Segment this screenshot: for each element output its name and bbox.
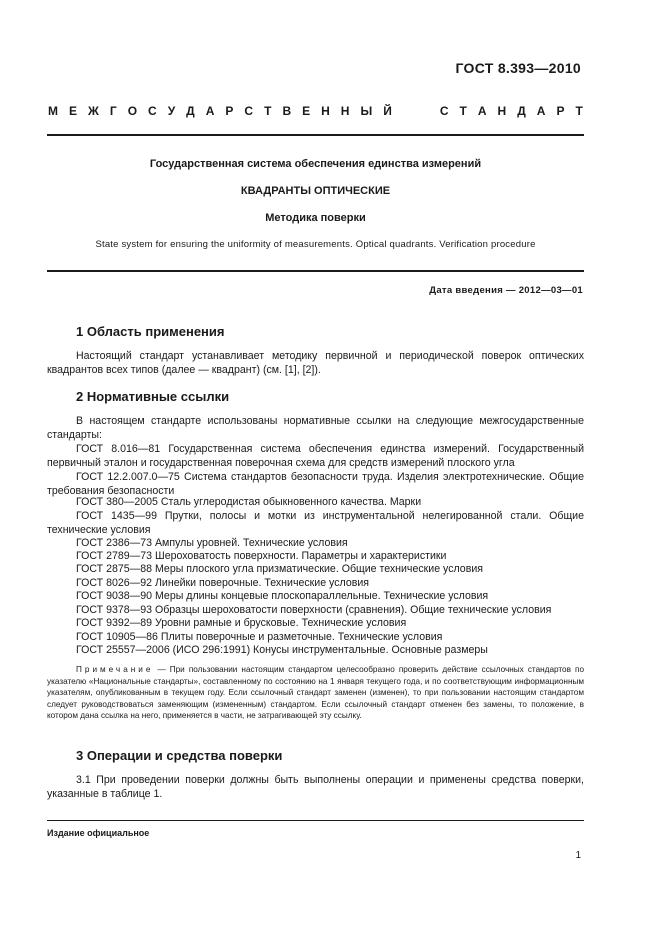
banner-letter: Д xyxy=(517,104,526,118)
reference-text: ГОСТ 12.2.007.0—75 Система стандартов безопасности труда. Изделия электротехнические. Общие требования безопасности xyxy=(47,471,584,498)
section-2-intro-text: В настоящем стандарте использованы нормативные ссылки на следующие межгосударственные стандарты: xyxy=(47,415,584,442)
reference-text: ГОСТ 2875—88 Меры плоского угла призматические. Общие технические условия xyxy=(76,563,483,575)
banner-letter: Е xyxy=(69,104,78,118)
banner-letter: Т xyxy=(264,104,272,118)
reference-text: ГОСТ 9038—90 Меры длины концевые плоскопараллельные. Технические условия xyxy=(76,590,489,602)
banner-letter: О xyxy=(127,104,138,118)
english-title: State system for ensuring the uniformity of measurements. Optical quadrants. Verification procedure xyxy=(95,239,536,250)
note-label: Примечание xyxy=(76,665,154,674)
section-3-text: 3.1 При проведении поверки должны быть выполнены операции и применены средства поверки, указанные в таблице 1. xyxy=(47,774,584,801)
banner-letter: Д xyxy=(186,104,195,118)
reference-text: ГОСТ 8.016—81 Государственная система обеспечения единства измерений. Государственный первичный эталон и государственная поверочная схема для средств измерений плоского угла xyxy=(47,443,584,470)
banner-letter: Н xyxy=(321,104,330,118)
banner-word-gap xyxy=(403,104,429,118)
section-1-text: Настоящий стандарт устанавливает методику первичной и периодической поверок оптических квадрантов всех типов (далее — квадрант) (см. [1], [2]). xyxy=(47,350,584,377)
document-number: ГОСТ 8.393—2010 xyxy=(455,60,581,76)
reference-item xyxy=(47,643,584,657)
banner-letter: Р xyxy=(556,104,565,118)
reference-item xyxy=(47,495,584,509)
banner-letter: Н xyxy=(497,104,507,118)
section-1-heading: 1 Область применения xyxy=(76,324,225,339)
banner-letter: А xyxy=(536,104,546,118)
reference-text: ГОСТ 9392—89 Уровни рамные и брусковые. Технические условия xyxy=(76,617,407,629)
section-1-paragraph xyxy=(47,349,584,377)
section-3-heading: 3 Операции и средства поверки xyxy=(76,748,283,763)
main-title: КВАДРАНТЫ ОПТИЧЕСКИЕ xyxy=(240,185,391,197)
banner-letter: Ж xyxy=(88,104,99,118)
reference-text: ГОСТ 1435—99 Прутки, полосы и мотки из инструментальной нелегированной стали. Общие технические условия xyxy=(47,510,584,537)
official-edition-label: Издание официальное xyxy=(47,828,150,838)
banner-letter: М xyxy=(48,104,58,118)
banner-letter: С xyxy=(439,104,449,118)
banner-letter: Т xyxy=(575,104,583,118)
banner-letter: С xyxy=(244,104,254,118)
reference-text: ГОСТ 10905—86 Плиты поверочные и разметочные. Технические условия xyxy=(76,631,443,643)
reference-text: ГОСТ 2789—73 Шероховатость поверхности. Параметры и характеристики xyxy=(76,550,447,562)
banner-letter: А xyxy=(205,104,215,118)
reference-text: ГОСТ 9378—93 Образцы шероховатости поверхности (сравнения). Общие технические условия xyxy=(76,604,552,616)
banner-letter: Т xyxy=(459,104,467,118)
banner-letter: Г xyxy=(109,104,117,118)
page-number: 1 xyxy=(575,850,581,861)
banner-letter: Н xyxy=(340,104,350,118)
banner-letter: Й xyxy=(383,104,392,118)
reference-text: ГОСТ 8026—92 Линейки поверочные. Технические условия xyxy=(76,577,369,589)
reference-item xyxy=(47,589,584,603)
interstate-standard-banner xyxy=(48,104,583,118)
banner-letter: Ы xyxy=(360,104,373,118)
footer-rule xyxy=(47,820,584,821)
note-block xyxy=(47,664,584,722)
reference-item xyxy=(47,562,584,576)
note-text: — При пользовании настоящим стандартом целесообразно проверить действие ссылочных стандартов по указателю «Национальные стандарты», составленному по состоянию на 1 января текущего года, и по соответствующим информационным указателям, опубликованным в текущем году. Если ссылочный стандарт заменен (изменен), то при пользовании настоящим стандартом следует руководствоваться заменяющим (измененным) стандартом. Если ссылочный стандарт отменен без замены, то положение, в котором дана ссылка на него, применяется в части, не затрагивающей эту ссылку. xyxy=(47,665,584,721)
introduction-date: Дата введения — 2012—03—01 xyxy=(429,285,583,296)
banner-letter: В xyxy=(282,104,292,118)
banner-letter: С xyxy=(148,104,157,118)
banner-letter: А xyxy=(477,104,487,118)
reference-item xyxy=(47,442,584,470)
section-2-intro xyxy=(47,414,584,442)
banner-letter: У xyxy=(167,104,176,118)
section-2-heading: 2 Нормативные ссылки xyxy=(76,389,230,404)
reference-item xyxy=(47,616,584,630)
reference-item xyxy=(47,509,584,537)
reference-text: ГОСТ 25557—2006 (ИСО 296:1991) Конусы инструментальные. Основные размеры xyxy=(76,644,488,656)
system-title: Государственная система обеспечения единства измерений xyxy=(149,158,482,170)
title-rule xyxy=(47,270,584,272)
header-rule xyxy=(47,134,584,136)
banner-letter: Р xyxy=(225,104,234,118)
reference-text: ГОСТ 380—2005 Сталь углеродистая обыкновенного качества. Марки xyxy=(76,496,422,508)
banner-letter: Е xyxy=(302,104,311,118)
subtitle: Методика поверки xyxy=(265,212,366,224)
reference-text: ГОСТ 2386—73 Ампулы уровней. Технические условия xyxy=(76,537,348,549)
section-3-paragraph xyxy=(47,773,584,801)
